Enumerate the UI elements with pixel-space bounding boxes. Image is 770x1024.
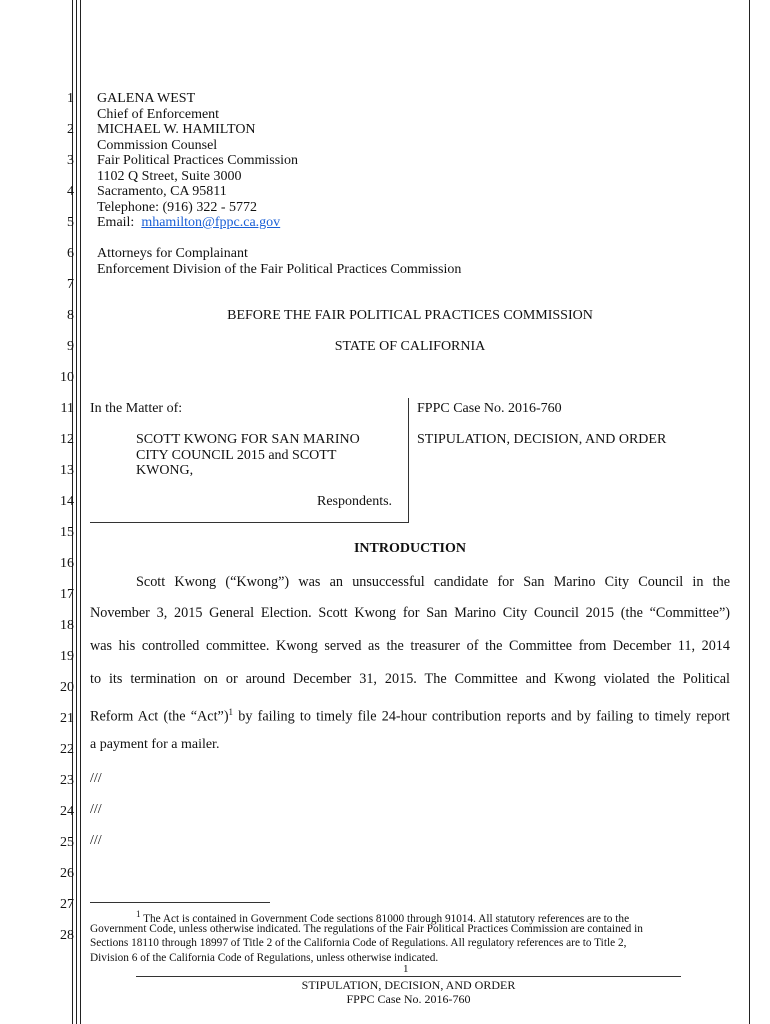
- slash-line: ///: [90, 802, 102, 817]
- attorneys-for-division: Enforcement Division of the Fair Political Practices Commission: [97, 261, 462, 277]
- line-number: 23: [60, 773, 74, 788]
- line-number: 1: [67, 91, 74, 106]
- footnote-line: Division 6 of the California Code of Regulations, unless otherwise indicated.: [90, 951, 439, 964]
- body-line: a payment for a mailer.: [90, 737, 220, 752]
- page-number: 1: [403, 963, 409, 975]
- document-title: STIPULATION, DECISION, AND ORDER: [417, 432, 667, 447]
- line-number: 10: [60, 370, 74, 385]
- line-number: 21: [60, 711, 74, 726]
- line-number: 5: [67, 215, 74, 230]
- line-number: 15: [60, 525, 74, 540]
- footnote-text: The Act is contained in Government Code sections 81000 through 91014. All statutory references are to the: [140, 912, 630, 925]
- line-number: 8: [67, 308, 74, 323]
- line-number: 11: [60, 401, 74, 416]
- left-margin-rule: [76, 0, 77, 1024]
- footer-title: STIPULATION, DECISION, AND ORDER: [301, 978, 516, 992]
- footnote-ref[interactable]: 1: [228, 707, 234, 717]
- respondent-name: CITY COUNCIL 2015 and SCOTT: [136, 447, 337, 463]
- header-line: Fair Political Practices Commission: [97, 153, 299, 168]
- line-number: 14: [60, 494, 74, 509]
- respondents-label: Respondents.: [317, 494, 393, 509]
- body-line: Scott Kwong (“Kwong”) was an unsuccessful candidate for San Marino City Council in the: [136, 574, 730, 590]
- footer-case: FPPC Case No. 2016-760: [346, 992, 471, 1006]
- line-number: 3: [67, 153, 74, 168]
- left-margin-rule: [80, 0, 81, 1024]
- line-number: 25: [60, 835, 74, 850]
- body-line: to its termination on or around December 31, 2015. The Committee and Kwong violated the Political: [90, 671, 730, 687]
- body-line: [90, 705, 730, 725]
- email-label: Email:: [97, 215, 135, 230]
- line-number: 12: [60, 432, 74, 447]
- line-number: 28: [60, 928, 74, 943]
- in-the-matter: In the Matter of:: [90, 401, 183, 416]
- footnote-mark: 1: [136, 909, 141, 919]
- footnote-line: Government Code, unless otherwise indicated. The regulations of the Fair Political Practices Commission are contained in: [90, 922, 643, 935]
- slash-line: ///: [90, 833, 102, 848]
- header-line: Sacramento, CA 95811: [97, 184, 227, 199]
- line-number: 9: [67, 339, 74, 354]
- header-line: MICHAEL W. HAMILTON: [97, 122, 256, 137]
- body-line-rest: by failing to timely file 24-hour contribution reports and by failing to timely report: [233, 708, 730, 725]
- header-line: 1102 Q Street, Suite 3000: [97, 168, 242, 184]
- body-line: November 3, 2015 General Election. Scott Kwong for San Marino City Council 2015 (the “Committee”): [90, 605, 730, 621]
- court-title: BEFORE THE FAIR POLITICAL PRACTICES COMMISSION: [227, 308, 593, 323]
- court-state: STATE OF CALIFORNIA: [334, 339, 486, 354]
- line-number: 19: [60, 649, 74, 664]
- line-number: 27: [60, 897, 74, 912]
- email-line: [97, 215, 280, 231]
- header-line: Chief of Enforcement: [97, 106, 220, 122]
- line-number: 7: [67, 277, 74, 292]
- line-number: 4: [67, 184, 74, 199]
- footnote-line: Sections 18110 through 18997 of Title 2 of the California Code of Regulations. All regulatory references are to Title 2,: [90, 937, 627, 949]
- attorneys-for: Attorneys for Complainant: [97, 246, 248, 261]
- slash-line: ///: [90, 771, 102, 786]
- line-number: 22: [60, 742, 74, 757]
- line-number: 13: [60, 463, 74, 478]
- line-number: 16: [60, 556, 74, 571]
- case-number: FPPC Case No. 2016-760: [417, 401, 562, 416]
- line-number: 18: [60, 618, 74, 633]
- email-link[interactable]: mhamilton@fppc.ca.gov: [141, 215, 281, 230]
- respondent-name: KWONG,: [136, 463, 194, 478]
- section-heading: INTRODUCTION: [353, 541, 466, 556]
- line-number: 20: [60, 680, 74, 695]
- right-margin-rule: [749, 0, 750, 1024]
- line-number: 26: [60, 866, 74, 881]
- header-line: GALENA WEST: [97, 91, 196, 106]
- body-line: was his controlled committee. Kwong served as the treasurer of the Committee from December 11, 2014: [90, 638, 730, 654]
- line-number: 17: [60, 587, 74, 602]
- act-reference: Reform Act (the “Act”): [90, 708, 229, 725]
- footnote-rule: [90, 902, 270, 903]
- line-number: 2: [67, 122, 74, 137]
- line-number: 24: [60, 804, 74, 819]
- line-number: 6: [67, 246, 74, 261]
- respondent-name: SCOTT KWONG FOR SAN MARINO: [136, 432, 360, 447]
- header-line: Commission Counsel: [97, 137, 218, 153]
- footer-rule: [136, 976, 681, 977]
- header-line: Telephone: (916) 322 - 5772: [97, 199, 257, 215]
